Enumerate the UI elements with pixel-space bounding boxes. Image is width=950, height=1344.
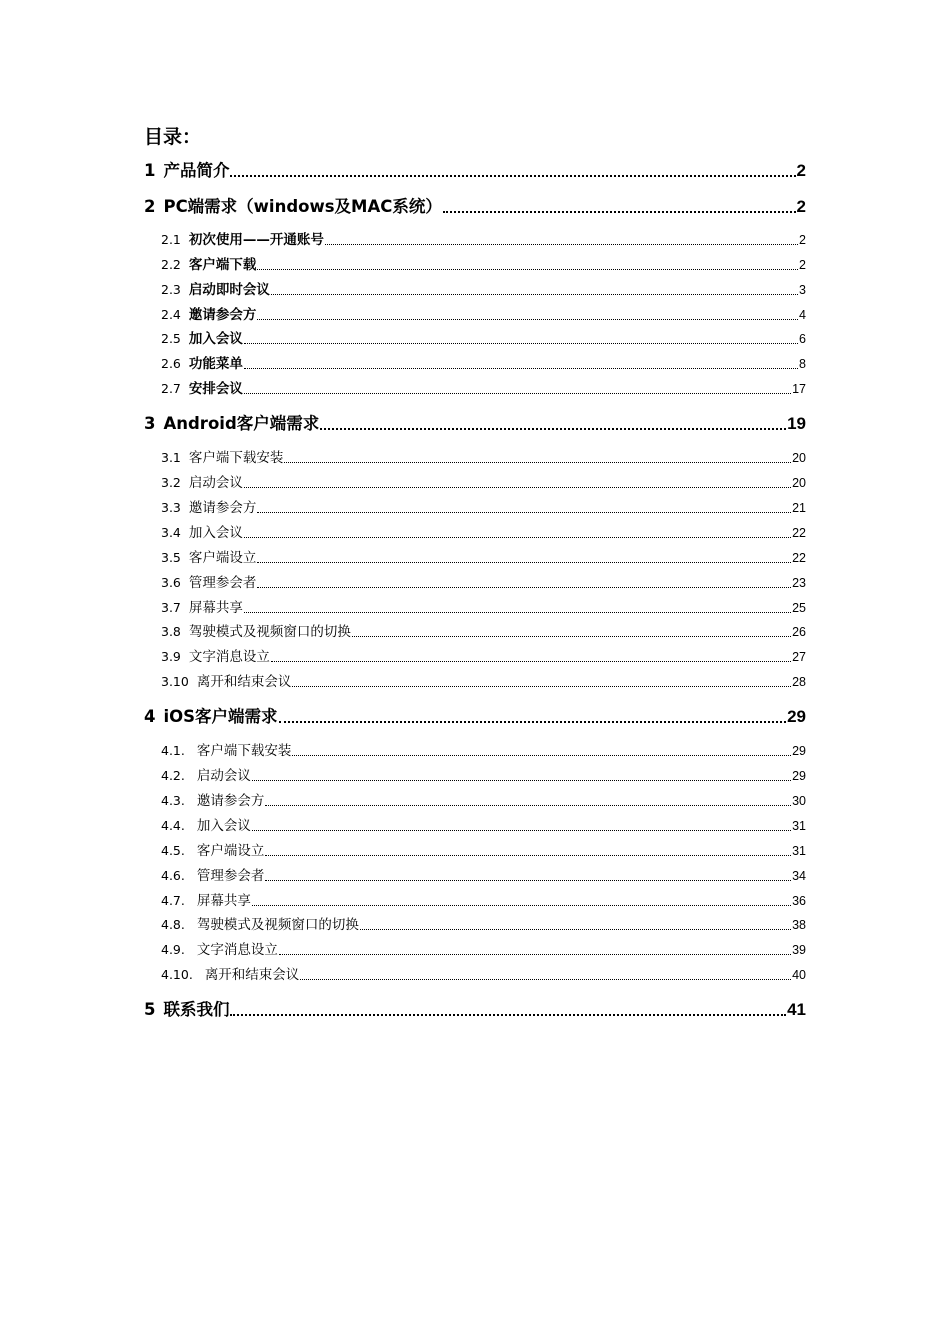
toc-entry-page-number: 8 xyxy=(799,357,806,371)
toc-entry-page-number: 40 xyxy=(792,968,806,982)
toc-entry[interactable] xyxy=(161,447,806,469)
toc-entry[interactable] xyxy=(161,547,806,569)
toc-entry-number: 4 xyxy=(144,707,156,726)
toc-entry[interactable] xyxy=(161,964,806,986)
toc-dot-leader xyxy=(325,229,798,251)
toc-dot-leader xyxy=(265,865,791,887)
toc-dot-leader xyxy=(352,621,791,643)
toc-entry-number: 2.1 xyxy=(161,232,181,247)
toc-dot-leader xyxy=(279,704,787,730)
toc-entry[interactable] xyxy=(161,840,806,862)
toc-entry[interactable] xyxy=(161,865,806,887)
toc-dot-leader xyxy=(257,547,791,569)
toc-dot-leader xyxy=(300,964,791,986)
toc-entry-number: 1 xyxy=(144,161,156,180)
toc-entry-label: Android客户端需求 xyxy=(163,414,320,433)
toc-entry-number: 2.5 xyxy=(161,331,181,346)
toc-entry-label: 文字消息设立 xyxy=(196,942,278,958)
toc-entry-number: 3.1 xyxy=(161,450,181,465)
toc-entry-label: 驾驶模式及视频窗口的切换 xyxy=(196,917,359,933)
toc-entry-number: 2.4 xyxy=(161,307,181,322)
toc-dot-leader xyxy=(279,939,791,961)
toc-dot-leader xyxy=(257,572,791,594)
toc-entry[interactable] xyxy=(144,704,806,730)
toc-entry[interactable] xyxy=(144,997,806,1023)
toc-entry-number: 4.10. xyxy=(161,967,193,982)
toc-entry-number: 3 xyxy=(144,414,156,433)
toc-entry-number: 4.5. xyxy=(161,843,185,858)
toc-entry-label: 加入会议 xyxy=(188,525,243,541)
toc-entry[interactable] xyxy=(161,790,806,812)
toc-entry[interactable] xyxy=(161,597,806,619)
toc-entry-label: 管理参会者 xyxy=(196,868,265,884)
toc-entry-page-number: 2 xyxy=(796,197,806,216)
toc-entry-page-number: 3 xyxy=(799,283,806,297)
toc-entry-number: 2.2 xyxy=(161,257,181,272)
toc-entry-label: 产品简介 xyxy=(163,161,230,180)
toc-entry[interactable] xyxy=(161,254,806,276)
toc-dot-leader xyxy=(292,740,791,762)
toc-dot-leader xyxy=(360,914,791,936)
toc-entry-number: 4.7. xyxy=(161,893,185,908)
toc-entry-label: 加入会议 xyxy=(188,331,243,347)
toc-dot-leader xyxy=(271,646,791,668)
toc-entry-page-number: 31 xyxy=(792,819,806,833)
toc-entry[interactable] xyxy=(161,939,806,961)
toc-entry-label: 安排会议 xyxy=(188,381,243,397)
toc-entry-page-number: 39 xyxy=(792,943,806,957)
toc-entry[interactable] xyxy=(161,765,806,787)
toc-entry-label: 文字消息设立 xyxy=(188,649,270,665)
toc-entry-label: 离开和结束会议 xyxy=(196,674,292,690)
toc-entry-page-number: 31 xyxy=(792,844,806,858)
toc-entry-page-number: 27 xyxy=(792,650,806,664)
toc-entry-page-number: 23 xyxy=(792,576,806,590)
toc-dot-leader xyxy=(230,997,786,1023)
toc-entry-label: 邀请参会方 xyxy=(188,500,257,516)
toc-dot-leader xyxy=(284,447,791,469)
toc-entry-label: 初次使用——开通账号 xyxy=(188,232,324,248)
toc-dot-leader xyxy=(244,472,791,494)
toc-entry-number: 3.2 xyxy=(161,475,181,490)
toc-entry-page-number: 41 xyxy=(787,1000,806,1019)
toc-entry-label: 驾驶模式及视频窗口的切换 xyxy=(188,624,351,640)
toc-entry-number: 4.9. xyxy=(161,942,185,957)
toc-entry-number: 2.3 xyxy=(161,282,181,297)
toc-title: 目录： xyxy=(144,126,202,148)
toc-dot-leader xyxy=(320,411,786,437)
toc-entry[interactable] xyxy=(161,890,806,912)
toc-entry-number: 3.5 xyxy=(161,550,181,565)
toc-entry[interactable] xyxy=(161,328,806,350)
toc-entry-page-number: 2 xyxy=(799,233,806,247)
toc-entry-label: 启动会议 xyxy=(196,768,251,784)
toc-entry-label: 客户端设立 xyxy=(196,843,265,859)
toc-entry-label: 邀请参会方 xyxy=(196,793,265,809)
toc-entry-label: 加入会议 xyxy=(196,818,251,834)
toc-entry-label: 屏幕共享 xyxy=(196,893,251,909)
toc-entry-page-number: 21 xyxy=(792,501,806,515)
toc-dot-leader xyxy=(265,790,791,812)
toc-entry-number: 4.8. xyxy=(161,917,185,932)
toc-entry-label: 功能菜单 xyxy=(188,356,243,372)
toc-entry[interactable] xyxy=(161,378,806,400)
toc-entry[interactable] xyxy=(161,572,806,594)
toc-entry-page-number: 6 xyxy=(799,332,806,346)
toc-entry[interactable] xyxy=(161,621,806,643)
toc-entry-number: 2.7 xyxy=(161,381,181,396)
toc-entry-number: 4.1. xyxy=(161,743,185,758)
toc-dot-leader xyxy=(244,353,798,375)
toc-entry-label: 客户端下载安装 xyxy=(188,450,284,466)
toc-dot-leader xyxy=(257,497,791,519)
toc-dot-leader xyxy=(292,671,791,693)
toc-entry-number: 3.7 xyxy=(161,600,181,615)
toc-dot-leader xyxy=(244,328,798,350)
toc-entry-number: 2.6 xyxy=(161,356,181,371)
toc-entry[interactable] xyxy=(161,497,806,519)
toc-entry[interactable] xyxy=(144,158,806,184)
toc-entry-label: 邀请参会方 xyxy=(188,307,257,323)
toc-entry[interactable] xyxy=(161,279,806,301)
toc-entry-page-number: 25 xyxy=(792,601,806,615)
toc-entry-page-number: 30 xyxy=(792,794,806,808)
toc-entry-number: 3.10 xyxy=(161,674,189,689)
toc-entry-number: 3.9 xyxy=(161,649,181,664)
toc-entry[interactable] xyxy=(161,815,806,837)
toc-entry[interactable] xyxy=(161,671,806,693)
toc-entry-number: 3.4 xyxy=(161,525,181,540)
toc-dot-leader xyxy=(271,279,798,301)
toc-entry[interactable] xyxy=(144,194,806,220)
toc-dot-leader xyxy=(252,815,791,837)
toc-entry-label: 客户端下载 xyxy=(188,257,257,273)
toc-entry-number: 4.6. xyxy=(161,868,185,883)
toc-entry-number: 4.4. xyxy=(161,818,185,833)
toc-entry[interactable] xyxy=(161,522,806,544)
toc-dot-leader xyxy=(257,254,798,276)
toc-dot-leader xyxy=(244,522,791,544)
toc-dot-leader xyxy=(252,765,791,787)
toc-entry-page-number: 34 xyxy=(792,869,806,883)
toc-dot-leader xyxy=(244,378,791,400)
toc-entry-page-number: 20 xyxy=(792,451,806,465)
toc-entry-label: 客户端设立 xyxy=(188,550,257,566)
toc-entry-page-number: 36 xyxy=(792,894,806,908)
toc-entry-label: 管理参会者 xyxy=(188,575,257,591)
toc-entry-page-number: 38 xyxy=(792,918,806,932)
toc-entry-page-number: 22 xyxy=(792,551,806,565)
toc-entry-label: 客户端下载安装 xyxy=(196,743,292,759)
toc-entry-label: 屏幕共享 xyxy=(188,600,243,616)
toc-dot-leader xyxy=(252,890,791,912)
toc-entry[interactable] xyxy=(161,229,806,251)
toc-entry-page-number: 17 xyxy=(792,382,806,396)
toc-entry-page-number: 29 xyxy=(787,707,806,726)
toc-entry-page-number: 2 xyxy=(796,161,806,180)
toc-entry-label: 联系我们 xyxy=(163,1000,230,1019)
toc-entry-page-number: 4 xyxy=(799,308,806,322)
toc-entry-number: 2 xyxy=(144,197,156,216)
toc-entry-page-number: 22 xyxy=(792,526,806,540)
toc-dot-leader xyxy=(443,194,796,220)
toc-entry-label: PC端需求（windows及MAC系统） xyxy=(163,197,442,216)
toc-dot-leader xyxy=(244,597,791,619)
toc-entry-page-number: 29 xyxy=(792,744,806,758)
toc-entry-page-number: 28 xyxy=(792,675,806,689)
toc-entry-label: iOS客户端需求 xyxy=(163,707,278,726)
toc-entry[interactable] xyxy=(161,472,806,494)
toc-dot-leader xyxy=(265,840,791,862)
toc-entry-number: 3.6 xyxy=(161,575,181,590)
toc-entry-label: 启动会议 xyxy=(188,475,243,491)
toc-entry[interactable] xyxy=(161,353,806,375)
toc-entry-page-number: 29 xyxy=(792,769,806,783)
toc-entry-page-number: 26 xyxy=(792,625,806,639)
toc-entry-label: 离开和结束会议 xyxy=(204,967,300,983)
toc-entry-page-number: 19 xyxy=(787,414,806,433)
toc-entry-page-number: 20 xyxy=(792,476,806,490)
toc-dot-leader xyxy=(257,304,798,326)
toc-entry-label: 启动即时会议 xyxy=(188,282,270,298)
toc-entry[interactable] xyxy=(161,740,806,762)
toc-entry[interactable] xyxy=(161,304,806,326)
toc-entry[interactable] xyxy=(144,411,806,437)
toc-entry-page-number: 2 xyxy=(799,258,806,272)
toc-entry-number: 4.3. xyxy=(161,793,185,808)
toc-entry-number: 3.3 xyxy=(161,500,181,515)
toc-dot-leader xyxy=(230,158,795,184)
toc-entry[interactable] xyxy=(161,914,806,936)
toc-entry-number: 3.8 xyxy=(161,624,181,639)
toc-entry[interactable] xyxy=(161,646,806,668)
toc-entry-number: 5 xyxy=(144,1000,156,1019)
toc-entry-number: 4.2. xyxy=(161,768,185,783)
